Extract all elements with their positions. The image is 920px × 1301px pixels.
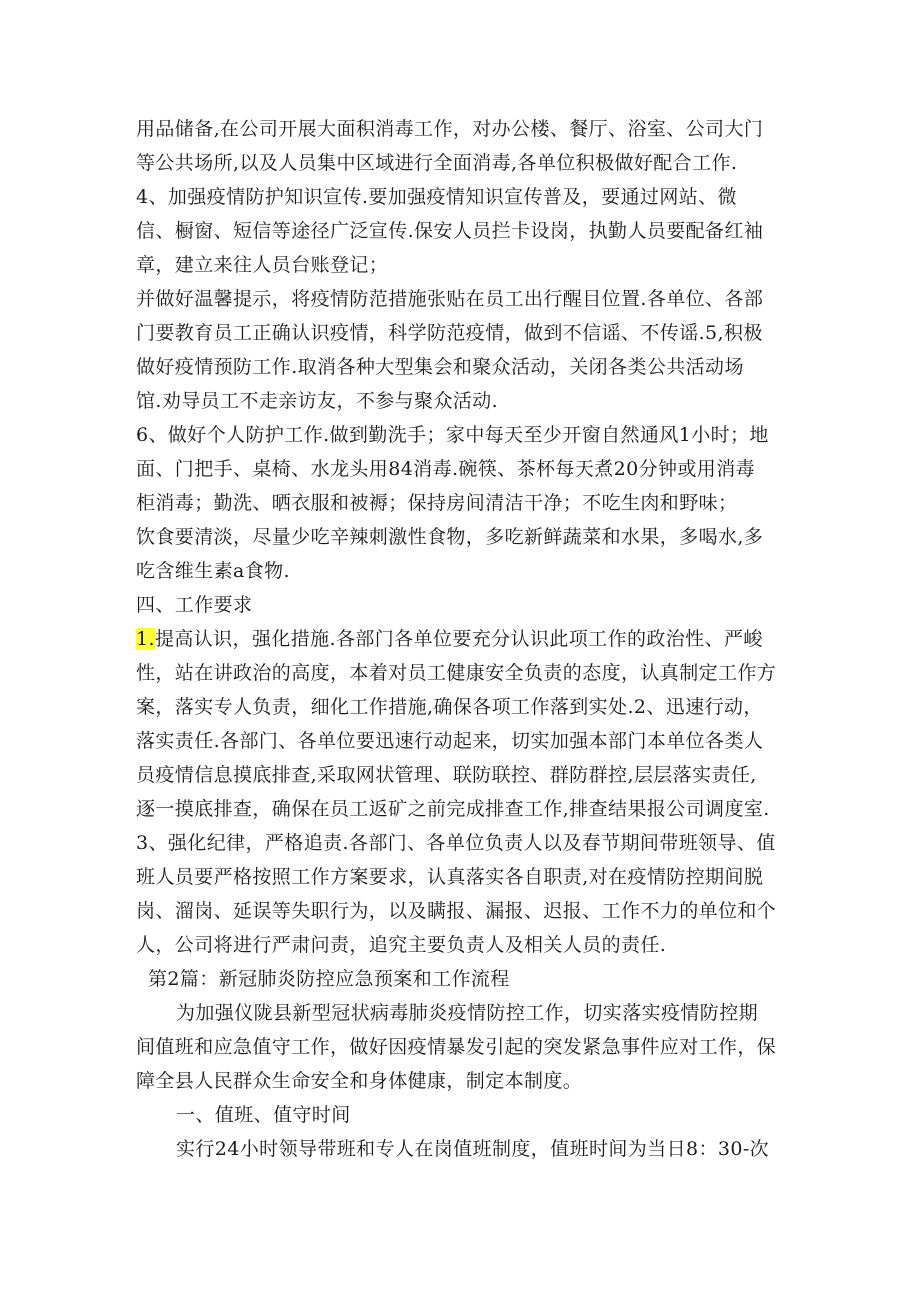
text-line: 门要教育员工正确认识疫情，科学防范疫情，做到不信谣、不传谣.5,积极 — [136, 322, 763, 344]
text-line: 4、加强疫情防护知识宣传.要加强疫情知识宣传普及，要通过网站、微 — [136, 186, 737, 208]
text-line: 间值班和应急值守工作，做好因疫情暴发引起的突发紧急事件应对工作，保 — [136, 1036, 777, 1058]
text-line: 做好疫情预防工作.取消各种大型集会和聚众活动，关闭各类公共活动场 — [136, 356, 744, 378]
text-line: 6、做好个人防护工作.做到勤洗手；家中每天至少开窗自然通风1小时；地 — [136, 424, 769, 446]
text-line: 人，公司将进行严肃问责，追究主要负责人及相关人员的责任. — [136, 934, 667, 956]
text-line: 落实责任.各部门、各单位要迅速行动起来，切实加强本部门本单位各类人 — [136, 730, 764, 752]
text-line: 案，落实专人负责，细化工作措施,确保各项工作落到实处.2、迅速行动， — [136, 696, 763, 718]
highlight-mark: 1. — [136, 628, 155, 650]
text-line-highlighted — [136, 622, 796, 656]
text-line: 逐一摸底排查，确保在员工返矿之前完成排查工作,排查结果报公司调度室. — [136, 798, 770, 820]
text-line-rest: 提高认识，强化措施.各部门各单位要充分认识此项工作的政治性、严峻 — [154, 628, 763, 650]
text-line: 并做好温馨提示，将疫情防范措施张贴在员工出行醒目位置.各单位、各部 — [136, 288, 764, 310]
text-line: 3、强化纪律，严格追责.各部门、各单位负责人以及春节期间带班领导、值 — [136, 832, 776, 854]
text-line: 员疫情信息摸底排查,采取网状管理、联防联控、群防群控,层层落实责任, — [136, 764, 757, 786]
text-line: 障全县人民群众生命安全和身体健康，制定本制度。 — [136, 1070, 583, 1092]
text-line: 章，建立来往人员台账登记； — [136, 254, 389, 276]
section-heading: 四、工作要求 — [136, 594, 253, 616]
text-line: 岗、溜岗、延误等失职行为，以及瞒报、漏报、迟报、工作不力的单位和个 — [136, 900, 777, 922]
document-body — [136, 112, 796, 1166]
text-line: 面、门把手、桌椅、水龙头用84消毒.碗筷、茶杯每天煮20分钟或用消毒 — [136, 458, 755, 480]
text-line: 饮食要清淡，尽量少吃辛辣刺激性食物，多吃新鲜蔬菜和水果，多喝水,多 — [136, 526, 764, 548]
text-line: 馆.劝导员工不走亲访友，不参与聚众活动. — [136, 390, 499, 412]
chapter-title: 第2篇：新冠肺炎防控应急预案和工作流程 — [148, 968, 510, 990]
text-line: 实行24小时领导带班和专人在岗值班制度，值班时间为当日8：30-次 — [176, 1138, 770, 1160]
text-line: 柜消毒；勤洗、晒衣服和被褥；保持房间清洁干净；不吃生肉和野味； — [136, 492, 738, 514]
text-line: 等公共场所,以及人员集中区域进行全面消毒,各单位积极做好配合工作. — [136, 152, 738, 174]
text-line: 班人员要严格按照工作方案要求，认真落实各自职责,对在疫情防控期间脱 — [136, 866, 764, 888]
text-line: 吃含维生素a食物. — [136, 560, 290, 582]
text-line: 为加强仪陇县新型冠状病毒肺炎疫情防控工作，切实落实疫情防控期 — [176, 1002, 759, 1024]
text-line: 信、橱窗、短信等途径广泛宣传.保安人员拦卡设岗，执勤人员要配备红袖 — [136, 220, 764, 242]
text-line: 性，站在讲政治的高度，本着对员工健康安全负责的态度，认真制定工作方 — [136, 662, 777, 684]
section-heading: 一、值班、值守时间 — [176, 1104, 351, 1126]
text-line: 用品储备,在公司开展大面积消毒工作，对办公楼、餐厅、浴室、公司大门 — [136, 118, 764, 140]
